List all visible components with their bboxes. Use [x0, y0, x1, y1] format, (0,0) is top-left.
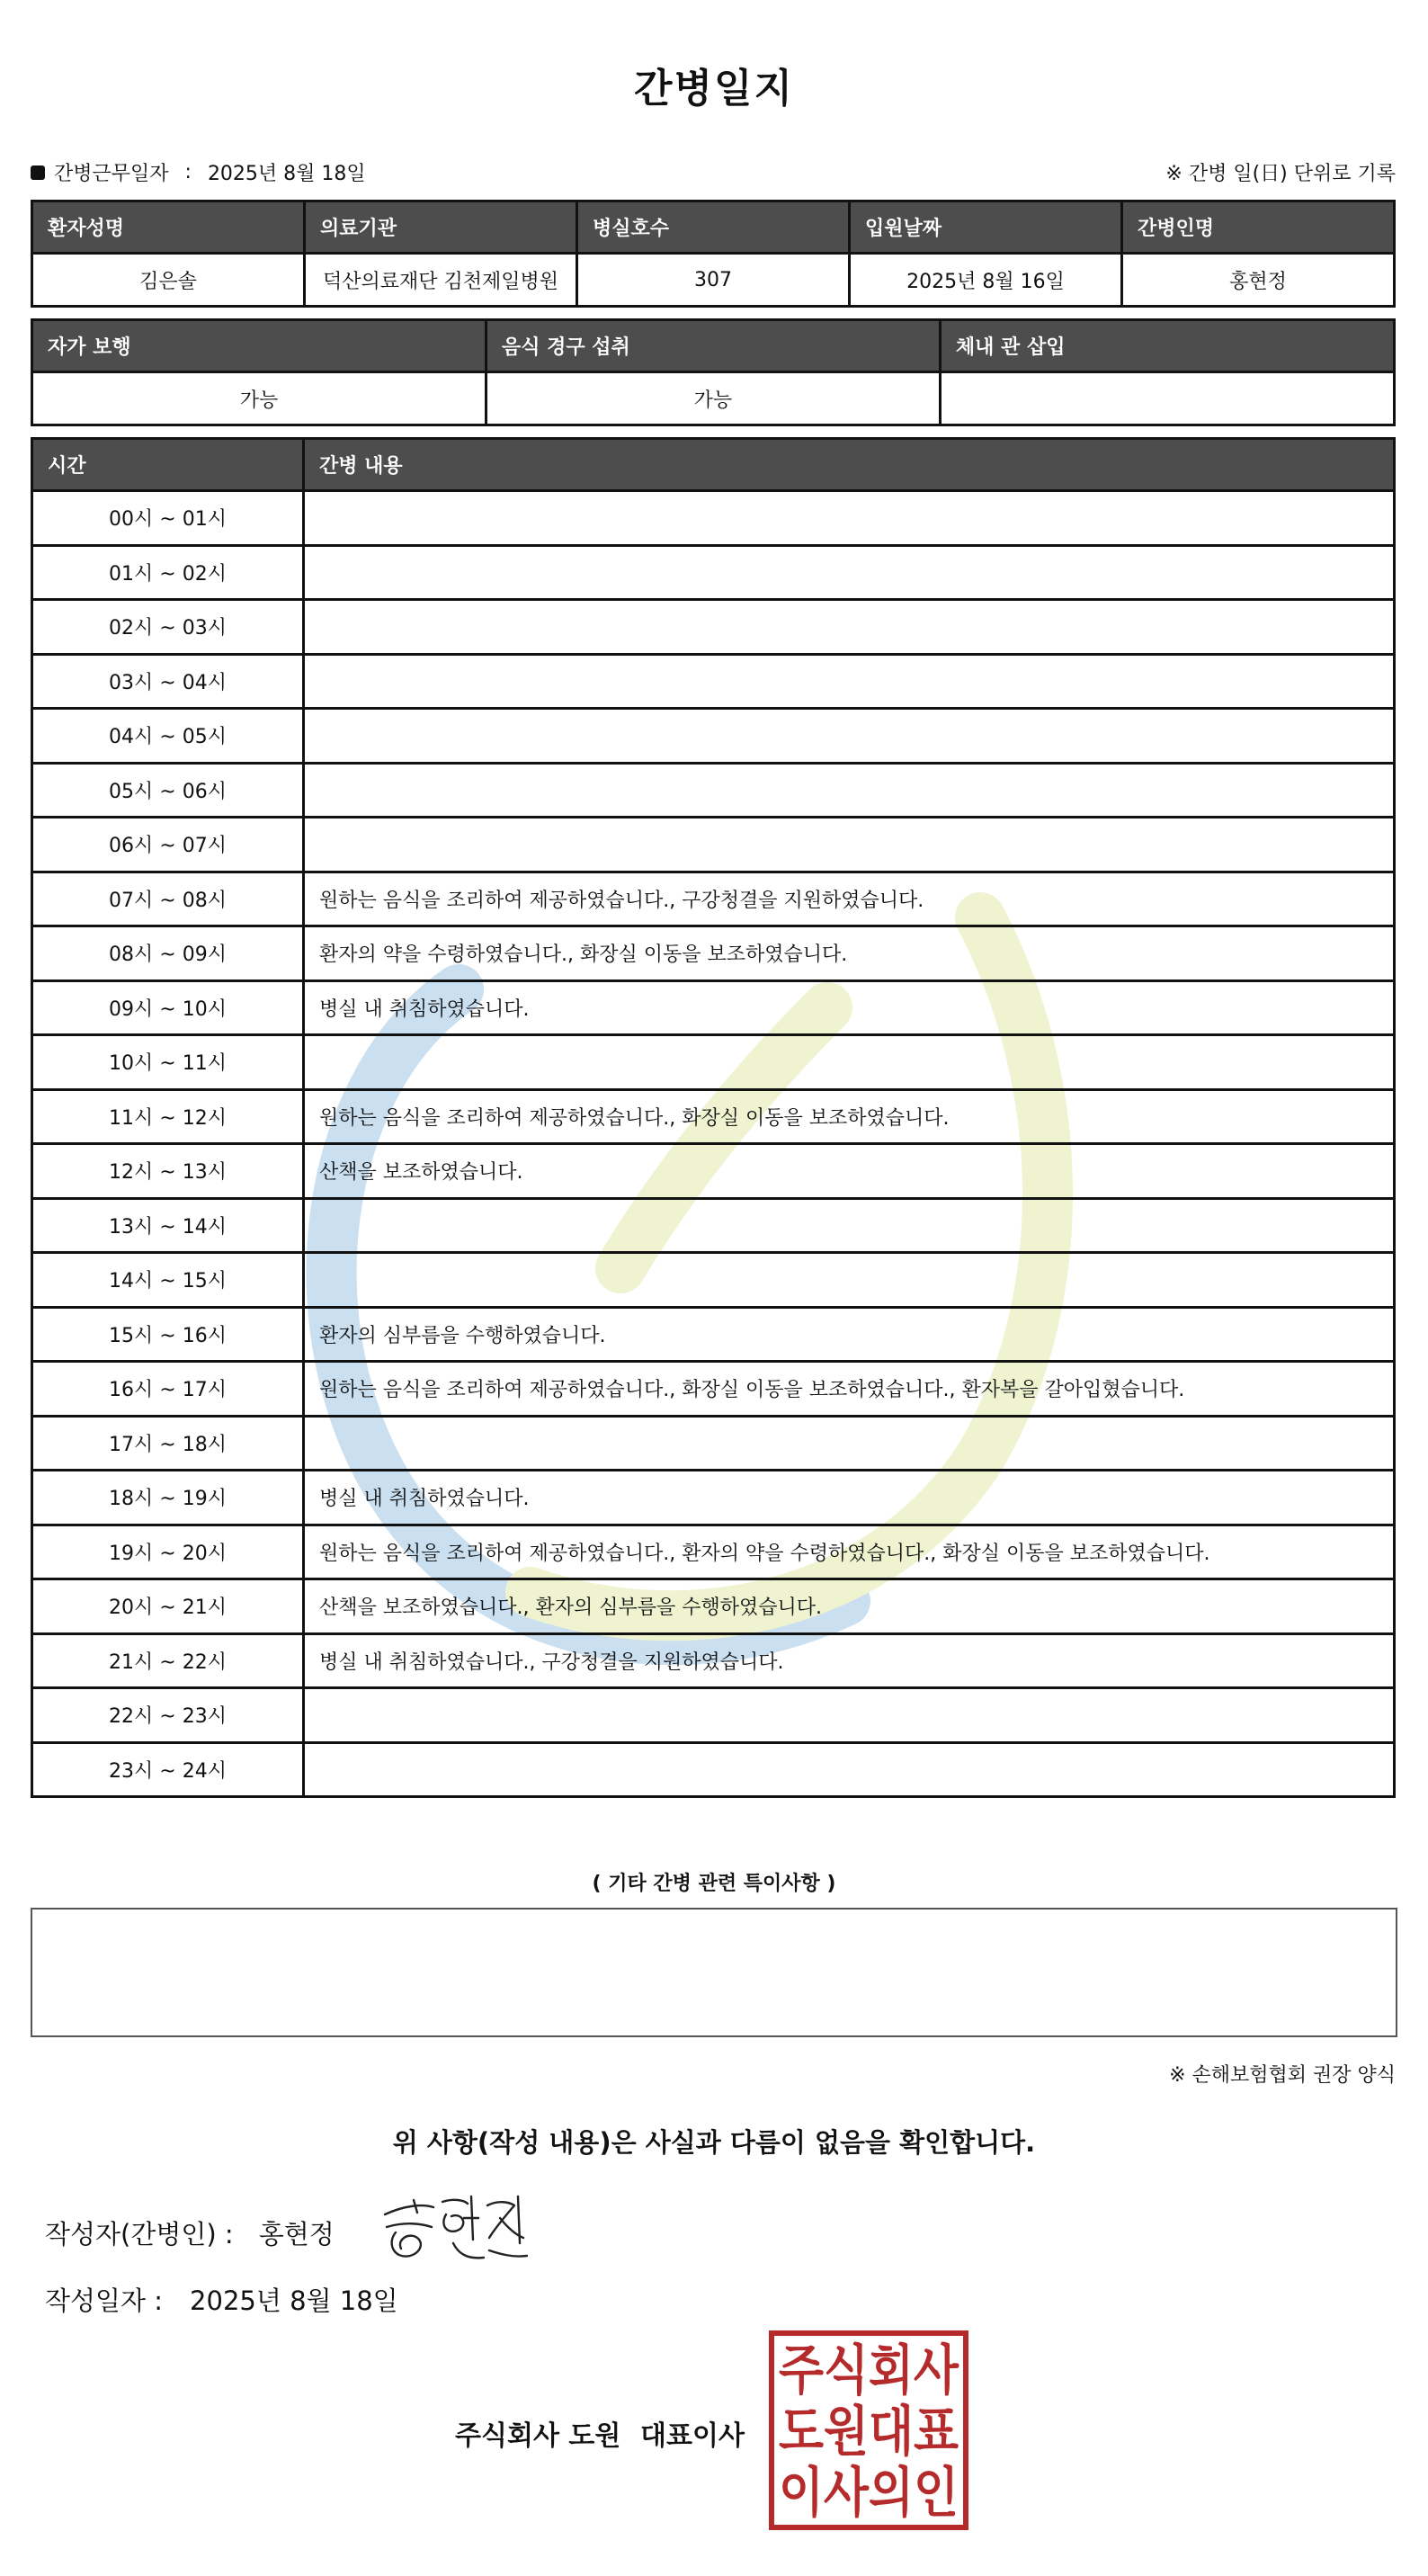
table-row: [32, 709, 1395, 764]
care-content: 원하는 음식을 조리하여 제공하였습니다., 환자의 약을 수령하였습니다., 화장실 이동을 보조하였습니다.: [304, 1525, 1395, 1579]
time-slot: 19시 ~ 20시: [32, 1525, 304, 1579]
time-slot: 18시 ~ 19시: [32, 1471, 304, 1525]
time-slot: 13시 ~ 14시: [32, 1198, 304, 1253]
patient-info-table: [31, 200, 1396, 308]
table-row: [32, 1688, 1395, 1743]
time-slot: 22시 ~ 23시: [32, 1688, 304, 1743]
table-row: [32, 1525, 1395, 1579]
time-slot: 12시 ~ 13시: [32, 1144, 304, 1199]
time-slot: 02시 ~ 03시: [32, 600, 304, 655]
patient-status-table: [31, 318, 1396, 426]
care-content: [304, 1688, 1395, 1743]
written-date-label: 작성일자 :: [45, 2285, 164, 2316]
oral-intake-value: 가능: [486, 372, 940, 425]
header-tube-insertion: 체내 관 삽입: [940, 320, 1394, 372]
care-content: [304, 709, 1395, 764]
time-slot: 07시 ~ 08시: [32, 872, 304, 926]
company-seal: [768, 2330, 969, 2531]
time-slot: 11시 ~ 12시: [32, 1089, 304, 1144]
header-room: 병실호수: [577, 201, 850, 254]
care-content: 병실 내 취침하였습니다.: [304, 1471, 1395, 1525]
header-self-walking: 자가 보행: [32, 320, 486, 372]
care-content: 원하는 음식을 조리하여 제공하였습니다., 화장실 이동을 보조하였습니다., 환자복을 갈아입혔습니다.: [304, 1362, 1395, 1417]
time-slot: 08시 ~ 09시: [32, 926, 304, 981]
care-content: 산책을 보조하였습니다.: [304, 1144, 1395, 1199]
table-row: [32, 818, 1395, 872]
care-content: [304, 1416, 1395, 1471]
table-row: [32, 763, 1395, 818]
confirmation-statement: 위 사항(작성 내용)은 사실과 다름이 없음을 확인합니다.: [392, 2127, 1036, 2158]
seal-line: 도원대표: [779, 2401, 959, 2464]
time-slot: 09시 ~ 10시: [32, 980, 304, 1035]
time-slot: 05시 ~ 06시: [32, 763, 304, 818]
tube-insertion-value: [940, 372, 1394, 425]
header-admission-date: 입원날짜: [850, 201, 1122, 254]
care-content: [304, 654, 1395, 709]
care-content: 환자의 약을 수령하였습니다., 화장실 이동을 보조하였습니다.: [304, 926, 1395, 981]
table-row: [32, 1089, 1395, 1144]
writer-label: 작성자(간병인) :: [45, 2219, 234, 2250]
writer-name: 홍현정: [258, 2219, 335, 2250]
care-content: 환자의 심부름을 수행하였습니다.: [304, 1307, 1395, 1362]
work-date-label: 간병근무일자: [54, 163, 169, 185]
care-content: 산책을 보조하였습니다., 환자의 심부름을 수행하였습니다.: [304, 1579, 1395, 1634]
room-number: 307: [577, 254, 850, 307]
form-source-note: ※ 손해보험협회 권장 양식: [1169, 2064, 1396, 2087]
header-patient-name: 환자성명: [32, 201, 305, 254]
admission-date: 2025년 8월 16일: [850, 254, 1122, 307]
time-slot: 16시 ~ 17시: [32, 1362, 304, 1417]
care-content: [304, 545, 1395, 600]
table-row: [32, 1035, 1395, 1090]
meta-row: [31, 158, 1396, 185]
self-walking-value: 가능: [32, 372, 486, 425]
special-notes-box: [31, 1908, 1397, 2037]
care-content: [304, 1253, 1395, 1308]
time-slot: 03시 ~ 04시: [32, 654, 304, 709]
patient-name: 김은솔: [32, 254, 305, 307]
care-log-rows: [32, 491, 1395, 1797]
time-slot: 17시 ~ 18시: [32, 1416, 304, 1471]
care-content: 병실 내 취침하였습니다.: [304, 980, 1395, 1035]
time-slot: 01시 ~ 02시: [32, 545, 304, 600]
care-content: [304, 491, 1395, 546]
care-content: [304, 763, 1395, 818]
table-row: [32, 1253, 1395, 1308]
written-date-value: 2025년 8월 18일: [190, 2285, 398, 2316]
handwritten-signature: [378, 2187, 531, 2268]
seal-line: 이사의인: [779, 2462, 959, 2525]
time-slot: 15시 ~ 16시: [32, 1307, 304, 1362]
record-unit-note: ※ 간병 일(日) 단위로 기록: [1165, 163, 1396, 185]
table-row: [32, 545, 1395, 600]
bullet-icon: [31, 165, 45, 180]
header-caregiver-name: 간병인명: [1122, 201, 1395, 254]
seal-line: 주식회사: [779, 2339, 959, 2402]
care-content: 원하는 음식을 조리하여 제공하였습니다., 구강청결을 지원하였습니다.: [304, 872, 1395, 926]
special-notes-label: ( 기타 간병 관련 특이사항 ): [592, 1873, 836, 1895]
time-slot: 06시 ~ 07시: [32, 818, 304, 872]
table-row: [32, 1416, 1395, 1471]
document-title: 간병일지: [633, 66, 794, 112]
table-row: [32, 491, 1395, 546]
care-content: [304, 818, 1395, 872]
time-slot: 14시 ~ 15시: [32, 1253, 304, 1308]
care-content: [304, 1035, 1395, 1090]
table-row: [32, 1579, 1395, 1634]
care-content: [304, 1742, 1395, 1797]
time-slot: 20시 ~ 21시: [32, 1579, 304, 1634]
caregiver-name: 홍현정: [1122, 254, 1395, 307]
table-row: [32, 1633, 1395, 1688]
work-date-value: 2025년 8월 18일: [207, 163, 366, 185]
table-row: [32, 1362, 1395, 1417]
header-care-content: 간병 내용: [304, 439, 1395, 491]
care-content: [304, 600, 1395, 655]
time-slot: 23시 ~ 24시: [32, 1742, 304, 1797]
care-content: [304, 1198, 1395, 1253]
company-name: 주식회사 도원: [455, 2420, 621, 2452]
table-row: [32, 1307, 1395, 1362]
header-time: 시간: [32, 439, 304, 491]
writer-row: [45, 2214, 335, 2251]
written-date-row: [45, 2281, 398, 2318]
care-log-table: [31, 437, 1396, 1798]
table-row: [32, 1198, 1395, 1253]
institution: 덕산의료재단 김천제일병원: [305, 254, 577, 307]
table-row: [32, 980, 1395, 1035]
time-slot: 10시 ~ 11시: [32, 1035, 304, 1090]
table-row: [32, 926, 1395, 981]
table-row: [32, 872, 1395, 926]
table-row: [32, 654, 1395, 709]
meta-separator: :: [184, 161, 192, 183]
header-oral-intake: 음식 경구 섭취: [486, 320, 940, 372]
table-row: [32, 1144, 1395, 1199]
time-slot: 21시 ~ 22시: [32, 1633, 304, 1688]
care-content: 병실 내 취침하였습니다., 구강청결을 지원하였습니다.: [304, 1633, 1395, 1688]
table-row: [32, 600, 1395, 655]
table-row: [32, 1471, 1395, 1525]
care-content: 원하는 음식을 조리하여 제공하였습니다., 화장실 이동을 보조하였습니다.: [304, 1089, 1395, 1144]
time-slot: 00시 ~ 01시: [32, 491, 304, 546]
ceo-title: 대표이사: [640, 2420, 745, 2452]
time-slot: 04시 ~ 05시: [32, 709, 304, 764]
header-institution: 의료기관: [305, 201, 577, 254]
table-row: [32, 1742, 1395, 1797]
